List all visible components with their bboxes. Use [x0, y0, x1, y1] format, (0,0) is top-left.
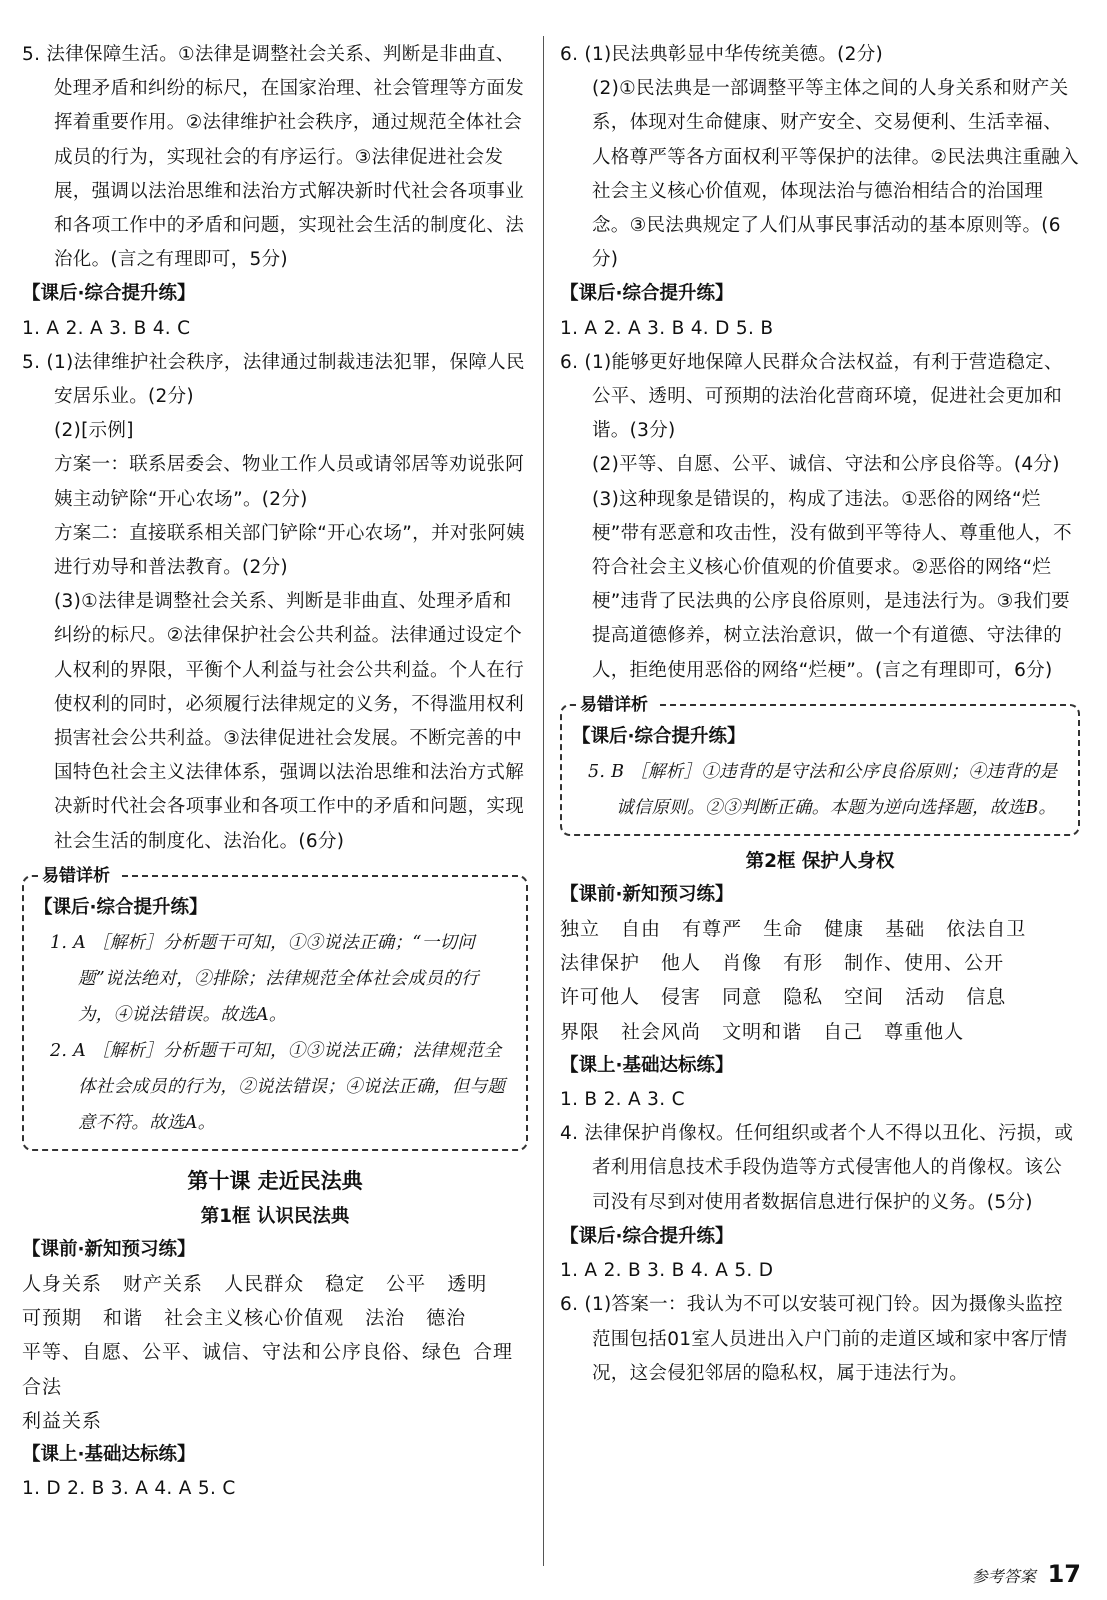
multiple-choice-answers-3: 1. A 2. B 3. B 4. A 5. D	[560, 1260, 774, 1282]
error-analysis-item-5: 5. B ［解析］①违背的是守法和公序良俗原则；④违背的是诚信原则。②③判断正确。本题为逆向选择题，故选B。	[588, 761, 1058, 818]
left-column	[22, 38, 528, 1507]
error-analysis-box	[22, 865, 528, 1151]
right-column	[560, 38, 1080, 1391]
multiple-choice-answers-2: 1. B 2. A 3. C	[560, 1089, 685, 1111]
section-heading-in-class: 【课上·基础达标练】	[22, 1444, 196, 1466]
keyword-line-3: 许可他人 侵害 同意 隐私 空间 活动 信息	[560, 986, 1007, 1009]
error-analysis-title: 易错详析	[38, 864, 120, 888]
answer-5-part-1: 5. (1)法律维护社会秩序，法律通过制裁违法犯罪，保障人民安居乐业。(2分)	[22, 351, 525, 408]
error-analysis-box	[560, 694, 1080, 836]
section-heading-in-class: 【课上·基础达标练】	[560, 1054, 734, 1076]
answer-5-plan-2: 方案二：直接联系相关部门铲除“开心农场”，并对张阿姨进行劝导和普法教育。(2分)	[54, 522, 525, 579]
lesson-title: 第1框 认识民法典	[200, 1205, 350, 1227]
error-analysis-item-2: 2. A ［解析］分析题干可知，①③说法正确；法律规范全体社会成员的行为，②说法错误；④说法正确，但与题意不符。故选A。	[50, 1040, 506, 1133]
section-heading-after-class: 【课后·综合提升练】	[22, 283, 196, 305]
keyword-line-1: 人身关系 财产关系 人民群众 稳定 公平 透明	[22, 1273, 488, 1296]
keyword-line-3: 平等、自愿、公平、诚信、守法和公序良俗、绿色 合理合法	[22, 1341, 514, 1398]
keyword-line-1: 独立 自由 有尊严 生命 健康 基础 依法自卫	[560, 918, 1027, 941]
section-heading-after-class-2: 【课后·综合提升练】	[560, 1225, 734, 1247]
keyword-line-4: 利益关系	[22, 1409, 103, 1432]
answer-6b-part-3: (3)这种现象是错误的，构成了违法。①恶俗的网络“烂梗”带有恶意和攻击性，没有做到平等待人、尊重他人，不符合社会主义核心价值观的价值要求。②恶俗的网络“烂梗”违背了民法典的公序良俗原则，是违法行为。③我们要提高道德修养，树立法治意识，做一个有道德、守法律的人，拒绝使用恶俗的网络“烂梗”。(言之有理即可，6分)	[592, 488, 1072, 681]
answer-5-part-3: (3)①法律是调整社会关系、判断是非曲直、处理矛盾和纠纷的标尺。②法律保护社会公共利益。法律通过设定个人权利的界限，平衡个人利益与社会公共利益。个人在行使权利的同时，必须履行法律规定的义务，不得滥用权利损害社会公共利益。③法律促进社会发展。不断完善的中国特色社会主义法律体系，强调以法治思维和法治方式解决新时代社会各项事业和各项工作中的矛盾和问题，实现社会生活的制度化、法治化。(6分)	[54, 591, 525, 852]
error-analysis-title: 易错详析	[576, 693, 658, 717]
answer-6b-part-2: (2)平等、自愿、公平、诚信、守法和公序良俗等。(4分)	[592, 454, 1060, 476]
section-heading-preview: 【课前·新知预习练】	[22, 1238, 196, 1260]
answer-6c-text: 6. (1)答案一：我认为不可以安装可视门铃。因为摄像头监控范围包括01室人员进出入户门前的走道区域和家中客厅情况，这会侵犯邻居的隐私权，属于违法行为。	[560, 1294, 1068, 1384]
answer-6b-part-1: 6. (1)能够更好地保障人民群众合法权益，有利于营造稳定、公平、透明、可预期的法治化营商环境，促进社会更加和谐。(3分)	[560, 351, 1063, 442]
section-heading-preview: 【课前·新知预习练】	[560, 883, 734, 905]
page-footer	[972, 1560, 1081, 1588]
column-divider	[543, 36, 544, 1566]
footer-label: 参考答案	[971, 1567, 1036, 1586]
keyword-line-2: 法律保护 他人 肖像 有形 制作、使用、公开	[560, 952, 1005, 975]
multiple-choice-answers-2: 1. D 2. B 3. A 4. A 5. C	[22, 1478, 236, 1500]
lesson-title: 第2框 保护人身权	[745, 850, 895, 872]
answer-4-text: 4. 法律保护肖像权。任何组织或者个人不得以丑化、污损，或者利用信息技术手段伪造等方式侵害他人的肖像权。该公司没有尽到对使用者数据信息进行保护的义务。(5分)	[560, 1123, 1074, 1213]
answer-5-plan-1: 方案一：联系居委会、物业工作人员或请邻居等劝说张阿姨主动铲除“开心农场”。(2分)	[54, 454, 525, 510]
error-analysis-item-1: 1. A ［解析］分析题干可知，①③说法正确；“一切问题”说法绝对，②排除；法律规范全体社会成员的行为，④说法错误。故选A。	[50, 932, 479, 1025]
keyword-line-4: 界限 社会风尚 文明和谐 自己 尊重他人	[560, 1020, 965, 1043]
error-analysis-section: 【课后·综合提升练】	[34, 896, 208, 918]
multiple-choice-answers: 1. A 2. A 3. B 4. D 5. B	[560, 317, 774, 339]
page-number: 17	[1047, 1560, 1081, 1588]
answer-6-part-2: (2)①民法典是一部调整平等主体之间的人身关系和财产关系，体现对生命健康、财产安全、交易便利、生活幸福、人格尊严等各方面权利平等保护的法律。②民法典注重融入社会主义核心价值观，体现法治与德治相结合的治国理念。③民法典规定了人们从事民事活动的基本原则等。(6分)	[592, 78, 1079, 271]
answer-5-text: 5. 法律保障生活。①法律是调整社会关系、判断是非曲直、处理矛盾和纠纷的标尺，在国家治理、社会管理等方面发挥着重要作用。②法律维护社会秩序，通过规范全体社会成员的行为，实现社会的有序运行。③法律促进社会发展，强调以法治思维和法治方式解决新时代社会各项事业和各项工作中的矛盾和问题，实现社会生活的制度化、法治化。(言之有理即可，5分)	[22, 44, 525, 271]
keyword-line-2: 可预期 和谐 社会主义核心价值观 法治 德治	[22, 1307, 467, 1330]
section-heading-after-class: 【课后·综合提升练】	[560, 283, 734, 305]
error-analysis-section: 【课后·综合提升练】	[572, 725, 746, 747]
chapter-title: 第十课 走近民法典	[187, 1168, 363, 1193]
answer-5-part-2: (2)[示例]	[54, 420, 134, 442]
answer-6-part-1: 6. (1)民法典彰显中华传统美德。(2分)	[560, 44, 884, 65]
multiple-choice-answers: 1. A 2. A 3. B 4. C	[22, 317, 191, 339]
